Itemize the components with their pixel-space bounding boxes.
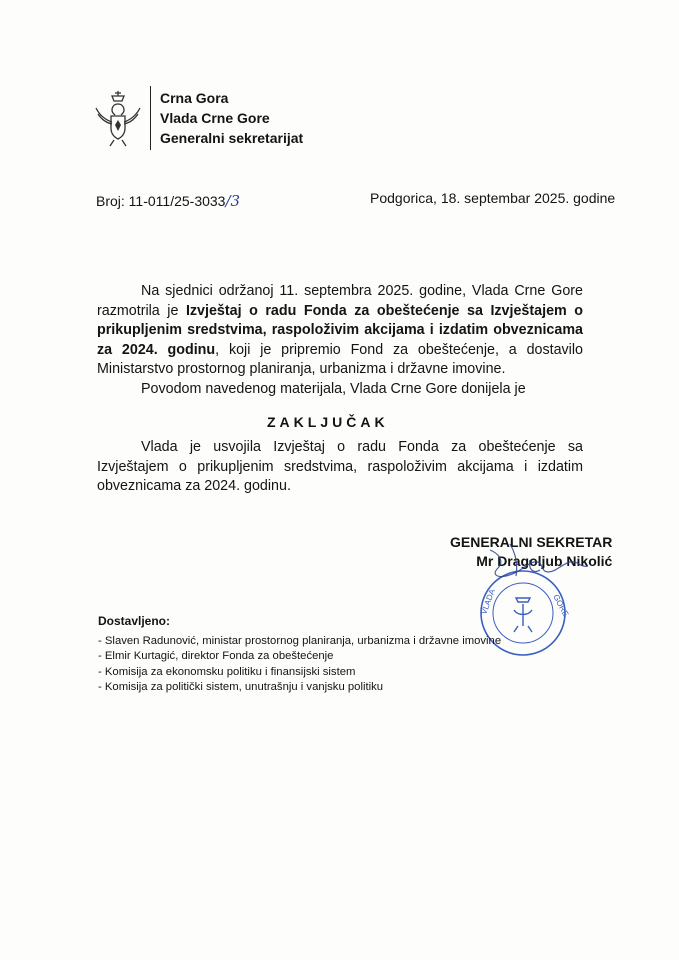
header-line-secretariat: Generalni sekretarijat [160, 130, 304, 146]
stamp-text-left: VLADA [479, 588, 497, 616]
distribution-item: - Slaven Radunović, ministar prostornog planiranja, urbanizma i državne imovine [98, 634, 502, 647]
document-body [97, 282, 583, 399]
decision-lead: Povodom navedenog materijala, Vlada Crne Gore donijela je [141, 380, 526, 397]
distribution-item: - Komisija za politički sistem, unutrašnju i vanjsku politiku [98, 681, 384, 693]
signatory-title: GENERALNI SEKRETAR [450, 534, 613, 550]
intro-end: , koji je pripremio Fond za obeštećenje, a dostavilo Ministarstvo prostornog planiranja, urbanizma i državne imovine. [97, 341, 583, 377]
signatory-name: Mr Dragoljub Nikolić [476, 553, 613, 569]
stamp-text-right: GORE [551, 592, 571, 618]
distribution-item: - Elmir Kurtagić, direktor Fonda za obeštećenje [98, 650, 334, 662]
handwritten-signature-icon [470, 540, 620, 600]
header-line-country: Crna Gora [160, 90, 229, 106]
place-and-date: Podgorica, 18. septembar 2025. godine [370, 190, 616, 206]
header-divider [150, 86, 151, 150]
handwritten-suffix: /3 [225, 192, 241, 210]
intro-paragraph [97, 282, 583, 380]
issuer-header [160, 88, 303, 148]
reference-number-text: Broj: 11-011/25-3033 [96, 193, 226, 209]
intro-start: Na sjednici održanoj 11. septembra 2025. godine, Vlada Crne Gore razmotrila je [97, 283, 583, 319]
distribution-item: - Komisija za ekonomsku politiku i finansijski sistem [98, 665, 356, 678]
coat-of-arms-icon [92, 90, 144, 150]
distribution-list [98, 614, 501, 696]
conclusion-body [97, 438, 583, 497]
conclusion-title: ZAKLJUČAK [267, 414, 389, 430]
conclusion-paragraph: Vlada je usvojila Izvještaj o radu Fonda za obeštećenje sa Izvještajem o prikupljenim sredstvima, raspoloživim akcijama i izdatim obveznicama za 2024. godinu. [97, 439, 583, 494]
report-title: Izvještaj o radu Fonda za obeštećenje sa Izvještajem o prikupljenim sredstvima, raspoloživim akcijama i izdatim obveznicama za 2024. godinu [97, 302, 583, 358]
distribution-title: Dostavljeno: [98, 614, 171, 628]
header-line-government: Vlada Crne Gore [160, 110, 270, 126]
reference-number [96, 192, 240, 210]
